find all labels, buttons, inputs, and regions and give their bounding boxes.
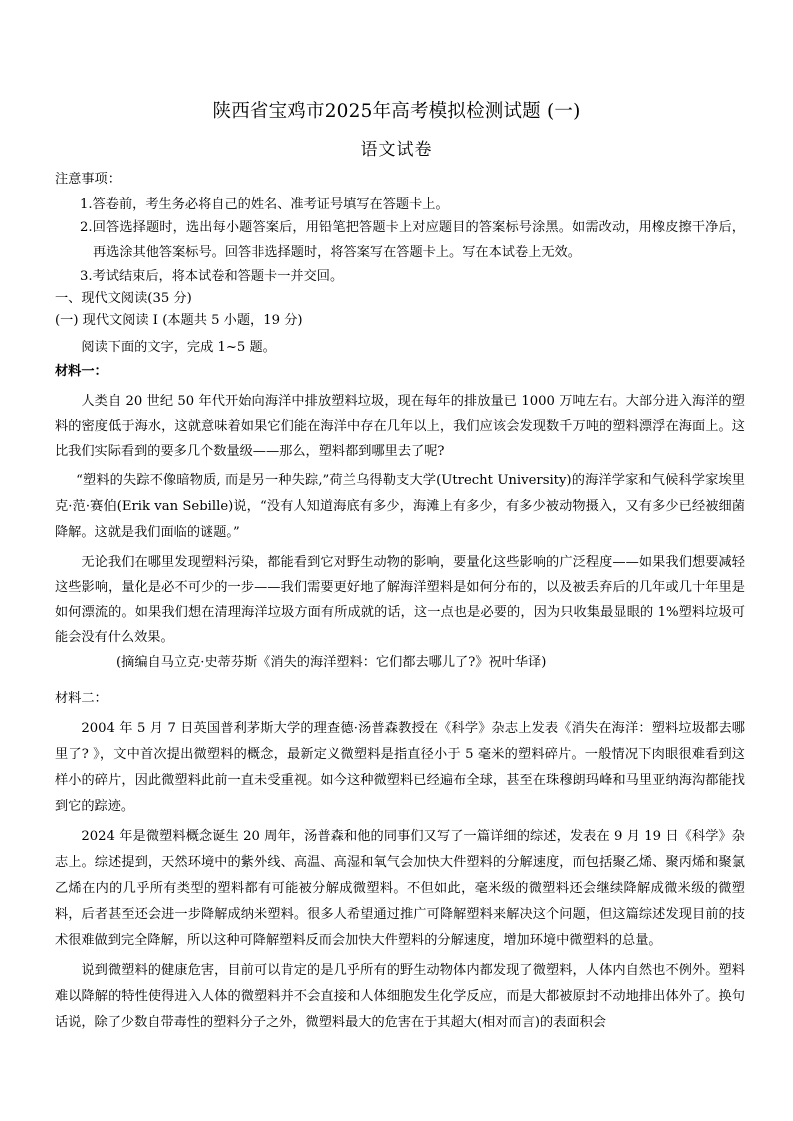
material-1-paragraph: “塑料的失踪不像暗物质, 而是另一种失踪,”荷兰乌得勒支大学(Utrecht University)的海洋学家和气候科学家埃里克·范·赛伯(Erik van Sebille)说，“没有人知道海底有多少，海滩上有多少，有多少被动物摄入，又有多少已经被细菌降解。这就是我们面临的谜题。” [55,472,745,540]
material-2 [55,687,745,1036]
notice-heading: 注意事项： [55,172,121,187]
material-1-source: (摘编自马立克·史蒂芬斯《消失的海洋塑料：它们都去哪儿了?》祝叶华译) [116,654,547,670]
reading-instruction: 阅读下面的文字，完成 1~5 题。 [81,340,276,355]
material-2-paragraph: 说到微塑料的健康危害，目前可以肯定的是几乎所有的野生动物体内都发现了微塑料，人体内自然也不例外。塑料难以降解的特性使得进入人体的微塑料并不会直接和人体细胞发生化学反应，而是大都被原封不动地排出体外了。换句话说，除了少数自带毒性的塑料分子之外，微塑料最大的危害在于其超大(相对而言)的表面积会 [55,962,745,1030]
page-title: 陕西省宝鸡市2025年高考模拟检测试题 (一) [212,101,581,122]
section-subheading: (一) 现代文阅读 I (本题共 5 小题，19 分) [55,313,303,328]
notice-item-1: 1.答卷前，考生务必将自己的姓名、准考证号填写在答题卡上。 [80,196,449,212]
material-2-paragraph: 2004 年 5 月 7 日英国普利茅斯大学的理查德·汤普森教授在《科学》杂志上发表《消失在海洋：塑料垃圾都去哪里了? 》，文中首次提出微塑料的概念，最新定义微塑料是指直径小于 5 毫米的塑料碎片。一般情况下肉眼很难看到这样小的碎片，因此微塑料此前一直未受重视。如今这种微塑料已经遍布全球，甚至在珠穆朗玛峰和马里亚纳海沟都能找到它的踪迹。 [55,720,745,814]
section-header [55,288,745,332]
section-heading: 一、现代文阅读(35 分) [55,291,192,306]
reading-instruction-block [55,336,745,361]
material-1-paragraph: 人类自 20 世纪 50 年代开始向海洋中排放塑料垃圾，现在每年的排放量已 1000 万吨左右。大部分进入海洋的塑料的密度低于海水，这就意味着如果它们能在海洋中存在几年以上，我们应该会发现数千万吨的塑料漂浮在海面上。这比我们实际看到的要多几个数量级——那么，塑料都到哪里去了呢? [55,393,745,459]
material-1-paragraph: 无论我们在哪里发现塑料污染，都能看到它对野生动物的影响，要量化这些影响的广泛程度——如果我们想要减轻这些影响，量化是必不可少的一步——我们需要更好地了解海洋塑料是如何分布的，以及被丢弃后的几年或几十年里是如何漂流的。如果我们想在清理海洋垃圾方面有所成就的话，这一点也是必要的，因为只收集最显眼的 1%塑料垃圾可能会没有什么效果。 [55,554,745,645]
page-subtitle: 语文试卷 [360,140,433,160]
material-2-label: 材料二： [55,691,108,706]
material-1-label: 材料一： [55,364,108,379]
material-1 [55,360,745,675]
notice-item-2: 2.回答选择题时，选出每小题答案后，用铅笔把答题卡上对应题目的答案标号涂黑。如需改动，用橡皮擦干净后，再选涂其他答案标号。回答非选择题时，将答案写在答题卡上。写在本试卷上无效。 [80,220,745,260]
material-2-paragraph: 2024 年是微塑料概念诞生 20 周年，汤普森和他的同事们又写了一篇详细的综述，发表在 9 月 19 日《科学》杂志上。综述提到，天然环境中的紫外线、高温、高湿和氧气会加快大件塑料的分解速度，而包括聚乙烯、聚丙烯和聚氯乙烯在内的几乎所有类型的塑料都有可能被分解成微塑料。不但如此，毫米级的微塑料还会继续降解成微米级的微塑料，后者甚至还会进一步降解成纳米塑料。很多人希望通过推广可降解塑料来解决这个问题，但这篇综述发现目前的技术很难做到完全降解，所以这种可降解塑料反而会加快大件塑料的分解速度，增加环境中微塑料的总量。 [55,828,745,948]
notice-section [55,168,745,290]
notice-item-3: 3.考试结束后，将本试卷和答题卡一并交回。 [80,269,344,284]
